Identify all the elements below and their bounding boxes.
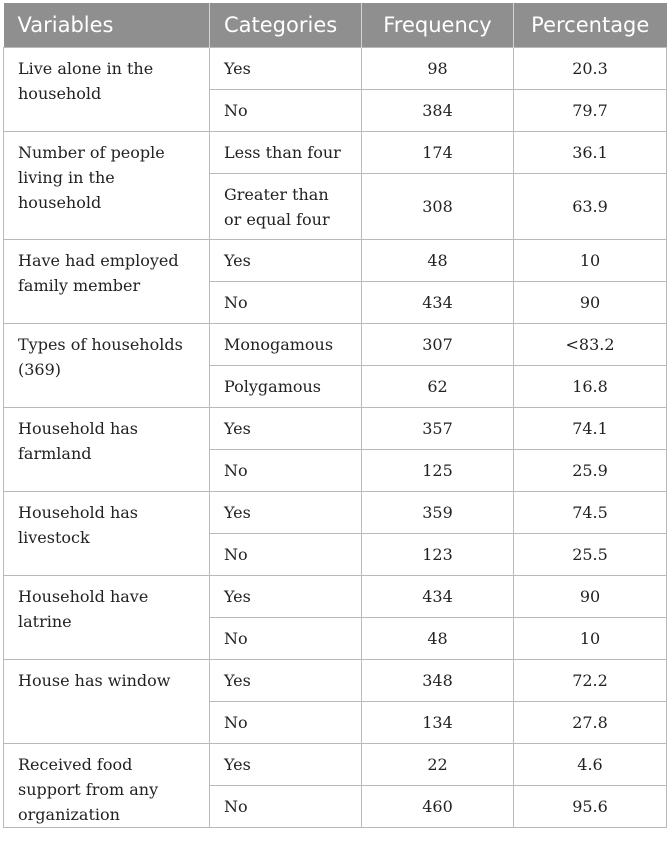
cell-line: organization — [18, 805, 120, 824]
header-variables: Variables — [4, 3, 210, 48]
cell-line: household — [18, 193, 102, 212]
header-percentage: Percentage — [514, 3, 667, 48]
cell-line: No — [224, 461, 248, 480]
percentage-cell: 25.9 — [514, 450, 667, 492]
cell-line: Have had employed — [18, 251, 179, 270]
header-categories: Categories — [210, 3, 362, 48]
frequency-cell: 48 — [362, 618, 514, 660]
percentage-cell: 72.2 — [514, 660, 667, 702]
table-header — [4, 3, 667, 48]
table-row — [4, 324, 667, 366]
cell-line: No — [224, 545, 248, 564]
percentage-cell: 90 — [514, 576, 667, 618]
category-cell — [210, 174, 362, 240]
cell-line: support from any — [18, 780, 159, 799]
frequency-cell: 48 — [362, 240, 514, 282]
variable-cell — [4, 324, 210, 408]
variable-cell — [4, 744, 210, 828]
cell-line: No — [224, 629, 248, 648]
cell-line: Number of people — [18, 143, 165, 162]
variable-cell — [4, 240, 210, 324]
percentage-cell: 90 — [514, 282, 667, 324]
frequency-cell: 22 — [362, 744, 514, 786]
percentage-cell: 10 — [514, 618, 667, 660]
cell-line: Yes — [224, 59, 251, 78]
percentage-cell: 63.9 — [514, 174, 667, 240]
frequency-cell: 174 — [362, 132, 514, 174]
cell-line: living in the — [18, 168, 115, 187]
percentage-cell: 16.8 — [514, 366, 667, 408]
cell-line: (369) — [18, 360, 62, 379]
frequency-cell: 307 — [362, 324, 514, 366]
cell-line: Household have — [18, 587, 149, 606]
category-cell — [210, 408, 362, 450]
percentage-cell: 36.1 — [514, 132, 667, 174]
variable-cell — [4, 576, 210, 660]
cell-line: Yes — [224, 251, 251, 270]
category-cell — [210, 786, 362, 828]
percentage-cell: 4.6 — [514, 744, 667, 786]
cell-line: House has window — [18, 671, 171, 690]
percentage-cell: <83.2 — [514, 324, 667, 366]
frequency-cell: 348 — [362, 660, 514, 702]
category-cell — [210, 534, 362, 576]
variable-cell — [4, 408, 210, 492]
variable-cell — [4, 660, 210, 744]
cell-line: Yes — [224, 755, 251, 774]
table-row — [4, 660, 667, 702]
cell-line: family member — [18, 276, 141, 295]
category-cell — [210, 744, 362, 786]
table-row — [4, 744, 667, 786]
cell-line: Yes — [224, 503, 251, 522]
category-cell — [210, 90, 362, 132]
category-cell — [210, 618, 362, 660]
cell-line: Yes — [224, 419, 251, 438]
cell-line: or equal four — [224, 209, 330, 229]
variable-cell — [4, 48, 210, 132]
percentage-cell: 74.5 — [514, 492, 667, 534]
category-cell — [210, 240, 362, 282]
frequency-cell: 308 — [362, 174, 514, 240]
category-cell — [210, 702, 362, 744]
cell-line: Yes — [224, 587, 251, 606]
cell-line: Monogamous — [224, 335, 334, 354]
frequency-cell: 123 — [362, 534, 514, 576]
frequency-cell: 357 — [362, 408, 514, 450]
header-row — [4, 3, 667, 48]
table-body — [4, 48, 667, 828]
cell-line: livestock — [18, 528, 90, 547]
percentage-cell: 20.3 — [514, 48, 667, 90]
household-characteristics-table — [3, 3, 667, 828]
cell-line: No — [224, 713, 248, 732]
frequency-cell: 434 — [362, 282, 514, 324]
percentage-cell: 27.8 — [514, 702, 667, 744]
cell-line: No — [224, 293, 248, 312]
category-cell — [210, 450, 362, 492]
percentage-cell: 74.1 — [514, 408, 667, 450]
household-characteristics-table-container — [3, 3, 666, 828]
category-cell — [210, 282, 362, 324]
cell-line: Household has — [18, 419, 139, 438]
frequency-cell: 434 — [362, 576, 514, 618]
cell-line: No — [224, 797, 248, 816]
percentage-cell: 79.7 — [514, 90, 667, 132]
table-row — [4, 408, 667, 450]
category-cell — [210, 132, 362, 174]
frequency-cell: 98 — [362, 48, 514, 90]
table-row — [4, 132, 667, 174]
cell-line: Polygamous — [224, 377, 322, 396]
category-cell — [210, 492, 362, 534]
table-row — [4, 240, 667, 282]
frequency-cell: 384 — [362, 90, 514, 132]
category-cell — [210, 324, 362, 366]
frequency-cell: 125 — [362, 450, 514, 492]
cell-line: Household has — [18, 503, 139, 522]
cell-line: Received food — [18, 755, 133, 774]
percentage-cell: 10 — [514, 240, 667, 282]
category-cell — [210, 660, 362, 702]
cell-line: Types of households — [18, 335, 183, 354]
header-frequency: Frequency — [362, 3, 514, 48]
table-row — [4, 576, 667, 618]
cell-line: latrine — [18, 612, 72, 631]
cell-line: household — [18, 84, 102, 103]
variable-cell — [4, 492, 210, 576]
table-row — [4, 48, 667, 90]
frequency-cell: 62 — [362, 366, 514, 408]
cell-line: Greater than — [224, 184, 329, 204]
frequency-cell: 359 — [362, 492, 514, 534]
cell-line: Less than four — [224, 143, 341, 162]
frequency-cell: 460 — [362, 786, 514, 828]
percentage-cell: 25.5 — [514, 534, 667, 576]
cell-line: Yes — [224, 671, 251, 690]
category-cell — [210, 576, 362, 618]
category-cell — [210, 366, 362, 408]
cell-line: Live alone in the — [18, 59, 154, 78]
category-cell — [210, 48, 362, 90]
variable-cell — [4, 132, 210, 240]
frequency-cell: 134 — [362, 702, 514, 744]
table-row — [4, 492, 667, 534]
percentage-cell: 95.6 — [514, 786, 667, 828]
cell-line: No — [224, 101, 248, 120]
cell-line: farmland — [18, 444, 92, 463]
